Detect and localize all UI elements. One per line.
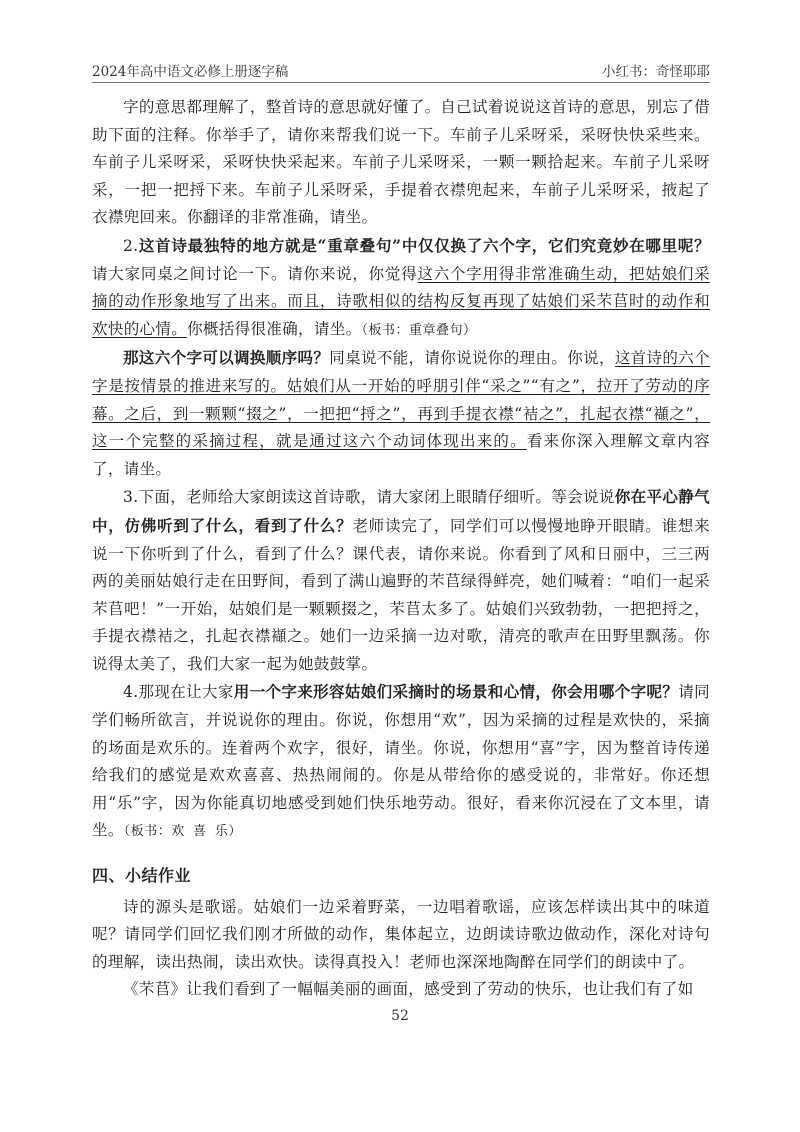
underlined-answer: 这首诗的六个字是按情景的推进来写的。姑娘们从一开始的呼朋引伴“采之”“有之”，拉开了劳动的序幕。之后，到一颗颗“掇之”，一把把“捋之”，再到手提衣襟“袺之”，扎起衣襟“襭之”，这一个完整的采摘过程，就是通过这六个动词体现出来的。 <box>92 349 710 451</box>
question-emphasis: 那这六个字可以调换顺序吗？ <box>123 348 330 368</box>
paragraph-question-3 <box>92 483 710 678</box>
page-header <box>92 56 710 80</box>
document-title: 2024年高中语文必修上册逐字稿 <box>92 64 289 80</box>
question-emphasis: 用一个字来形容姑娘们采摘时的场景和心情，你会用哪个字呢？ <box>233 682 679 702</box>
question-emphasis: 你在平心静气中，仿佛听到了什么，看到了什么？ <box>92 487 710 535</box>
paragraph-closing <box>92 976 710 1004</box>
paragraph-text: 3.下面，老师给大家朗读这首诗歌，请大家闭上眼睛仔细听。等会说说 <box>123 488 615 507</box>
author-handle: 小红书：奇怪耶耶 <box>602 64 710 80</box>
paragraph-text: 诗的源头是歌谣。姑娘们一边采着野菜，一边唱着歌谣，应该怎样读出其中的味道呢？请同学们回忆我们刚才所做的动作，集体起立，边朗读诗歌边做动作，深化对诗句的理解，读出热闹，读出欢快。读得真投入！老师也深深地陶醉在同学们的朗读中了。 <box>92 897 710 971</box>
paragraph-question-4 <box>92 678 710 846</box>
page-body <box>92 94 710 1004</box>
question-emphasis: 这首诗最独特的地方就是“重章叠句”中仅仅换了六个字，它们究竟妙在哪里呢？ <box>138 235 710 255</box>
paragraph-question-2 <box>92 232 710 344</box>
paragraph-text: 同桌说不能，请你说说你的理由。你说， <box>329 349 615 368</box>
paragraph-text: 看来你深入理解文章内容了，请坐。 <box>92 432 710 478</box>
paragraph-text: 字的意思都理解了，整首诗的意思就好懂了。自己试着说说这首诗的意思，别忘了借助下面的注释。你举手了，请你来帮我们说一下。车前子儿采呀采，采呀快快采些来。车前子儿采呀采，采呀快快采起来。车前子儿采呀采，一颗一颗拾起来。车前子儿采呀采，一把一把捋下来。车前子儿采呀采，手提着衣襟兜起来，车前子儿采呀采，掖起了衣襟兜回来。你翻译的非常准确，请坐。 <box>92 98 710 227</box>
paragraph-text: 老师读完了，同学们可以慢慢地睁开眼睛。谁想来说一下你听到了什么，看到了什么？课代表，请你来说。你看到了风和日丽中，三三两两的美丽姑娘行走在田野间，看到了满山遍野的芣苢绿得鲜亮，她们喊着：“咱们一起采芣苢吧！”一开始，姑娘们是一颗颗掇之，芣苢太多了。姑娘们兴致勃勃，一把把捋之，手提衣襟袺之，扎起衣襟襭之。她们一边采摘一边对歌，清亮的歌声在田野里飘荡。你说得太美了，我们大家一起为她鼓鼓掌。 <box>92 516 710 673</box>
board-note: （板书：重章叠句） <box>361 322 477 338</box>
question-number: 2. <box>123 236 139 255</box>
section-heading: 四、小结作业 <box>92 866 192 886</box>
board-note: （板书：欢 喜 乐） <box>123 824 242 840</box>
header-divider <box>92 82 710 83</box>
paragraph-text: 你概括得很准确，请坐。 <box>187 319 362 338</box>
paragraph-summary <box>92 894 710 977</box>
underlined-answer: 这六个字用得非常准确生动，把姑娘们采摘的动作形象地写了出来。而且，诗歌相似的结构反复再现了姑娘们采芣苢时的动作和欢快的心情。 <box>92 264 710 338</box>
page-number: 52 <box>391 1008 409 1024</box>
paragraph-text: 《芣苢》让我们看到了一幅幅美丽的画面，感受到了劳动的快乐，也让我们有了如 <box>123 980 694 999</box>
paragraph-word-order <box>92 344 710 483</box>
paragraph-text: 请同学们畅所欲言，并说说你的理由。你说，你想用“欢”，因为采摘的过程是欢快的，采摘的场面是欢乐的。连着两个欢字，很好，请坐。你说，你想用“喜”字，因为整首诗传递给我们的感觉是欢欢喜喜、热热闹闹的。你是从带给你的感受说的，非常好。你还想用“乐”字，因为你能真切地感受到她们快乐地劳动。很好，看来你沉浸在了文本里，请坐。 <box>92 683 710 840</box>
paragraph-text: 4.那现在让大家 <box>123 683 234 702</box>
paragraph-translation <box>92 94 710 232</box>
paragraph-text: 请大家同桌之间讨论一下。请你来说，你觉得 <box>92 264 418 283</box>
